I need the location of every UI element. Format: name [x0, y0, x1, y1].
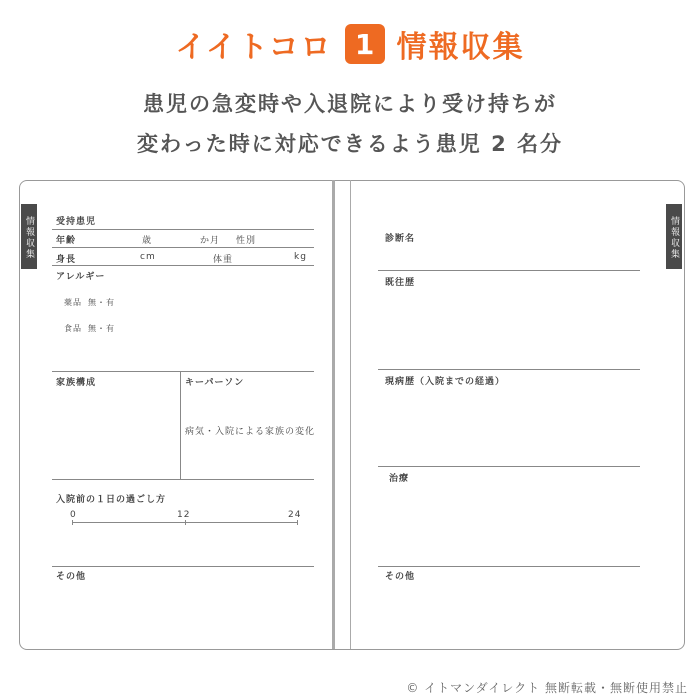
divider — [52, 247, 314, 248]
treatment-label: 治療 — [389, 474, 410, 484]
drug-options: 無・有 — [88, 298, 115, 307]
subtitle-line-2: 変わった時に対応できるよう患児 2 名分 — [136, 132, 564, 156]
kg-unit: kg — [294, 252, 307, 262]
food-options: 無・有 — [88, 324, 115, 333]
weight-label: 体重 — [213, 255, 234, 265]
timeline-tick-label: 0 — [70, 510, 77, 520]
allergy-label: アレルギー — [56, 272, 106, 282]
divider — [52, 265, 314, 266]
divider — [52, 566, 314, 567]
past-history-label: 既往歴 — [385, 278, 416, 288]
divider — [52, 229, 314, 230]
notebook-spine — [332, 180, 335, 649]
cm-unit: cm — [140, 252, 156, 262]
family-label: 家族構成 — [56, 378, 97, 388]
notebook-spine-edge — [350, 180, 351, 649]
patient-label: 受持患児 — [56, 217, 97, 227]
present-history-label: 現病歴（入院までの経過） — [385, 377, 506, 387]
number-badge: 1 — [345, 24, 385, 64]
age-label: 年齢 — [56, 236, 77, 246]
divider — [52, 479, 314, 480]
tab-left: 情報収集 — [21, 204, 37, 269]
food-label: 食品 — [64, 324, 82, 333]
copyright-notice: © イトマンダイレクト 無断転載・無断使用禁止 — [406, 681, 688, 695]
divider — [378, 270, 640, 271]
years-unit: 歳 — [142, 236, 153, 246]
timeline-tick — [297, 520, 298, 525]
subtitle-line-1: 患児の急変時や入退院により受け持ちが — [143, 92, 557, 116]
divider — [378, 369, 640, 370]
diagnosis-label: 診断名 — [385, 234, 416, 244]
divider — [378, 466, 640, 467]
sex-label: 性別 — [236, 236, 257, 246]
other-label-left: その他 — [56, 572, 87, 582]
divider — [378, 566, 640, 567]
column-divider — [180, 371, 181, 479]
drug-label: 薬品 — [64, 298, 82, 307]
day-before-label: 入院前の１日の過ごし方 — [56, 495, 167, 505]
timeline-tick — [72, 520, 73, 525]
section-title: 情報収集 — [396, 30, 525, 65]
family-change-label: 病気・入院による家族の変化 — [185, 427, 316, 437]
other-label-right: その他 — [385, 572, 416, 582]
notebook-spread — [19, 180, 685, 650]
tab-right: 情報収集 — [666, 204, 682, 269]
brand-title: イイトコロ — [175, 30, 333, 65]
timeline-tick-label: 24 — [288, 510, 302, 520]
timeline-tick-label: 12 — [177, 510, 191, 520]
keyperson-label: キーパーソン — [185, 378, 245, 388]
months-unit: か月 — [200, 236, 221, 246]
divider — [52, 371, 314, 372]
header — [0, 22, 700, 66]
timeline-tick — [185, 520, 186, 525]
height-label: 身長 — [56, 255, 77, 265]
